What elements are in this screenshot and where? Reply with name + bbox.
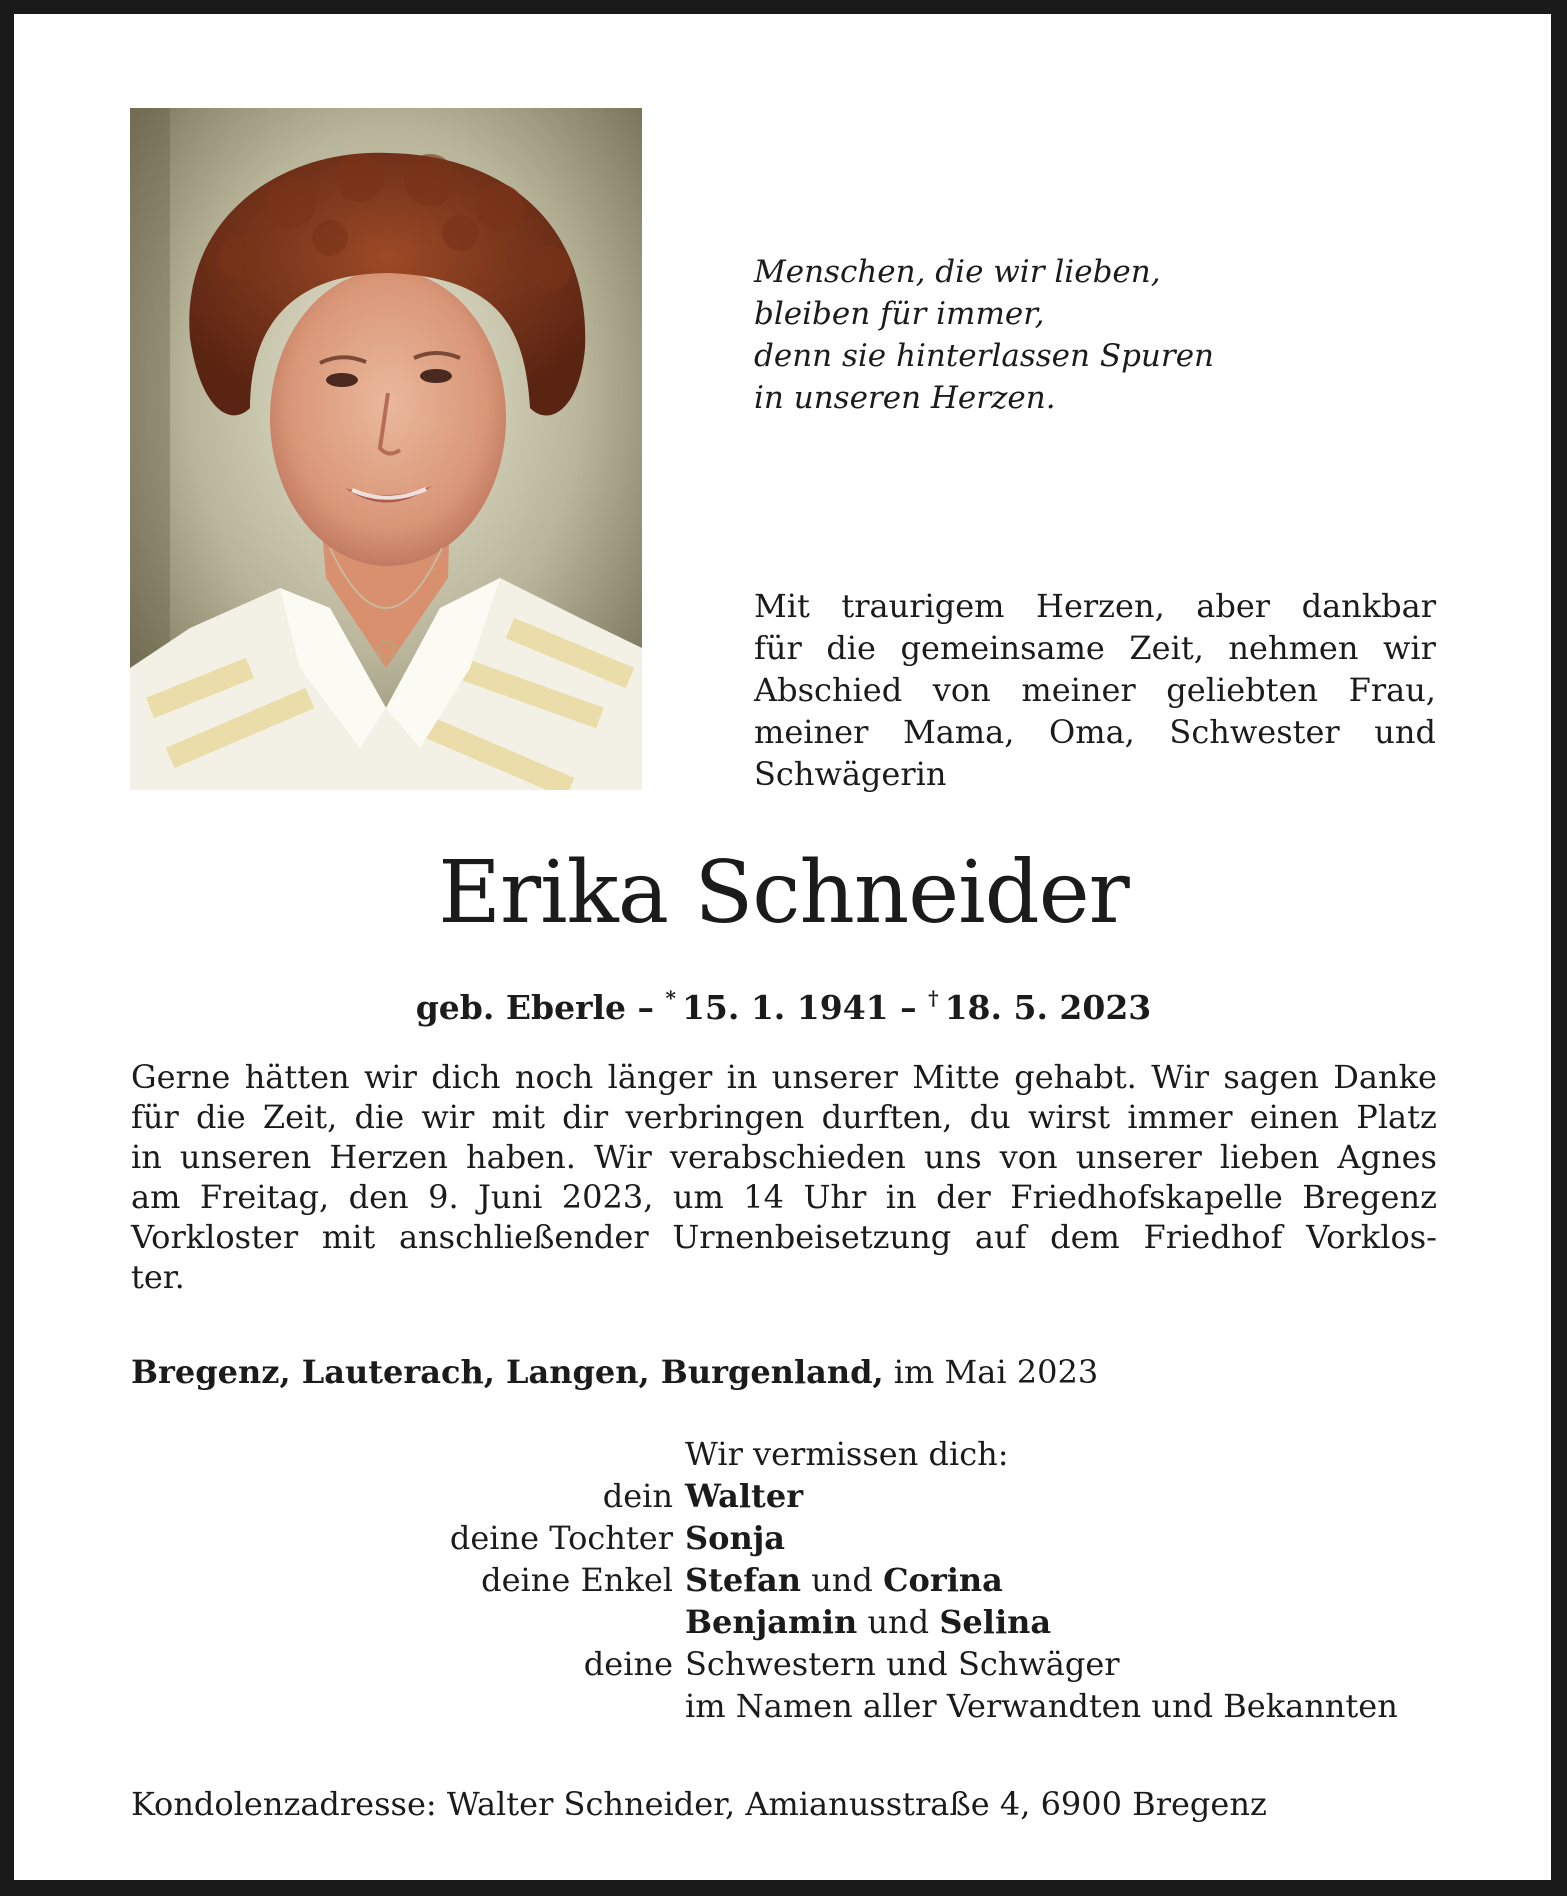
- body-word: haben.: [466, 1138, 576, 1176]
- conjunction: und: [857, 1603, 940, 1641]
- body-word: uns: [923, 1138, 982, 1176]
- intro-word: Mama,: [902, 713, 1015, 751]
- mourners-list: [131, 1433, 1437, 1727]
- body-word: die: [195, 1098, 246, 1136]
- body-word: auf: [974, 1218, 1027, 1256]
- body-word: in: [131, 1138, 162, 1176]
- intro-word: Zeit,: [1129, 629, 1204, 667]
- body-word: immer: [1127, 1098, 1233, 1136]
- body-line: [131, 1177, 1437, 1217]
- mourner-row: [131, 1601, 1437, 1643]
- body-word: wir: [421, 1098, 475, 1136]
- mourner-names: [685, 1643, 1120, 1685]
- body-word: Mitte: [912, 1058, 1000, 1096]
- mourner-name: Selina: [939, 1603, 1052, 1641]
- mourner-relation: deine Tochter: [449, 1519, 673, 1557]
- intro-word: Herzen,: [1036, 587, 1165, 625]
- memorial-poem: [754, 251, 1394, 419]
- body-word: für: [131, 1098, 179, 1136]
- intro-line: [754, 711, 1436, 753]
- body-word: in: [726, 1058, 758, 1096]
- poem-line: in unseren Herzen.: [754, 380, 1056, 416]
- conjunction: und: [801, 1561, 884, 1599]
- mourner-group: im Namen aller Verwandten und Bekannten: [685, 1687, 1398, 1725]
- mourner-name: Walter: [685, 1477, 804, 1515]
- body-word: Platz: [1356, 1098, 1437, 1136]
- body-word: mit: [321, 1218, 376, 1256]
- body-word: Friedhof: [1143, 1218, 1283, 1256]
- body-word: wir: [363, 1058, 417, 1096]
- body-word: Agnes: [1337, 1138, 1437, 1176]
- body-word: Wir: [593, 1138, 652, 1176]
- body-word: dich: [431, 1058, 501, 1096]
- intro-word: und: [1374, 713, 1436, 751]
- mourner-row: [131, 1517, 1437, 1559]
- intro-word: gemeinsame: [900, 629, 1105, 667]
- body-word: Gerne: [131, 1058, 231, 1096]
- intro-word: aber: [1196, 587, 1271, 625]
- body-word: den: [348, 1178, 409, 1216]
- body-word: durften,: [821, 1098, 953, 1136]
- birth-name: geb. Eberle –: [415, 988, 666, 1027]
- poem-line: denn sie hinterlassen Spuren: [754, 338, 1215, 374]
- body-word: die: [354, 1098, 405, 1136]
- body-line: ter.: [131, 1258, 185, 1296]
- intro-word: für: [754, 629, 802, 667]
- body-word: in: [885, 1178, 917, 1216]
- body-word: Danke: [1333, 1058, 1437, 1096]
- portrait-photo: [130, 108, 642, 790]
- intro-word: dankbar: [1301, 587, 1436, 625]
- intro-word: traurigem: [841, 587, 1005, 625]
- condolence-address: Kondolenzadresse: Walter Schneider, Amianusstraße 4, 6900 Bregenz: [131, 1785, 1267, 1823]
- body-word: dem: [1050, 1218, 1120, 1256]
- intro-word: die: [826, 629, 876, 667]
- intro-word: von: [932, 671, 991, 709]
- body-word: Friedhofskapelle: [1010, 1178, 1283, 1216]
- body-word: Vorkloster: [131, 1218, 299, 1256]
- body-word: 9.: [428, 1178, 459, 1216]
- mourner-name: Sonja: [685, 1519, 786, 1557]
- body-word: um: [672, 1178, 724, 1216]
- death-date: 18. 5. 2023: [944, 988, 1152, 1027]
- mourner-row: [131, 1559, 1437, 1601]
- body-line: [131, 1057, 1437, 1097]
- mourner-names: [685, 1559, 1003, 1601]
- farewell-intro: [754, 585, 1436, 795]
- body-word: sagen: [1223, 1058, 1319, 1096]
- places: Bregenz, Lauterach, Langen, Burgenland,: [131, 1353, 884, 1391]
- intro-word: Schwester: [1169, 713, 1340, 751]
- poem-line: bleiben für immer,: [754, 296, 1045, 332]
- life-dates: [0, 978, 1567, 1028]
- mourner-row: [131, 1685, 1437, 1727]
- body-word: Herzen: [329, 1138, 448, 1176]
- body-word: Vorklos-: [1306, 1218, 1437, 1256]
- body-word: hätten: [244, 1058, 350, 1096]
- mourner-relation: [131, 1601, 685, 1643]
- body-word: anschließender: [398, 1218, 649, 1256]
- body-word: am: [131, 1178, 181, 1216]
- intro-word: wir: [1383, 629, 1436, 667]
- intro-line: [754, 627, 1436, 669]
- body-word: Urnenbeisetzung: [672, 1218, 952, 1256]
- body-word: verbringen: [625, 1098, 805, 1136]
- mourner-relation: dein: [602, 1477, 673, 1515]
- body-word: von: [999, 1138, 1058, 1176]
- body-word: dir: [562, 1098, 609, 1136]
- body-word: länger: [607, 1058, 713, 1096]
- place-and-date: [131, 1351, 1437, 1393]
- intro-word: meiner: [1021, 671, 1136, 709]
- mourner-relation: deine Enkel: [481, 1561, 673, 1599]
- mourner-name: Stefan: [685, 1561, 802, 1599]
- intro-word: Oma,: [1048, 713, 1135, 751]
- intro-word: Mit: [754, 587, 810, 625]
- poem-line: Menschen, die wir lieben,: [754, 254, 1161, 290]
- body-word: Zeit,: [262, 1098, 338, 1136]
- mourners-heading: Wir vermissen dich:: [685, 1435, 1009, 1473]
- mourner-group: Schwestern und Schwäger: [685, 1645, 1120, 1683]
- body-word: unserer: [771, 1058, 898, 1096]
- body-word: verabschieden: [669, 1138, 906, 1176]
- mourner-names: [685, 1517, 785, 1559]
- body-word: lieben: [1219, 1138, 1320, 1176]
- body-word: 14: [743, 1178, 784, 1216]
- birth-date: 15. 1. 1941 –: [681, 988, 929, 1027]
- body-word: unseren: [179, 1138, 312, 1176]
- mourner-names: [685, 1685, 1398, 1727]
- mourner-names: [685, 1601, 1051, 1643]
- mourner-name: Benjamin: [685, 1603, 858, 1641]
- intro-word: meiner: [754, 713, 869, 751]
- intro-line: [754, 585, 1436, 627]
- notice-date: im Mai 2023: [883, 1353, 1099, 1391]
- body-word: noch: [514, 1058, 594, 1096]
- body-word: wirst: [1027, 1098, 1111, 1136]
- body-word: einen: [1249, 1098, 1340, 1136]
- intro-word: Abschied: [754, 671, 903, 709]
- body-word: du: [969, 1098, 1011, 1136]
- body-word: mit: [491, 1098, 545, 1136]
- mourner-names: [685, 1475, 803, 1517]
- body-word: der: [936, 1178, 991, 1216]
- body-word: 2023,: [561, 1178, 654, 1216]
- intro-word: Frau,: [1348, 671, 1436, 709]
- mourners-heading-row: [131, 1433, 1437, 1475]
- body-word: Wir: [1151, 1058, 1210, 1096]
- mourner-name: Corina: [883, 1561, 1003, 1599]
- body-line: [131, 1217, 1437, 1257]
- intro-word: geliebten: [1166, 671, 1319, 709]
- mourner-row: [131, 1475, 1437, 1517]
- mourner-relation: [131, 1685, 685, 1727]
- birth-star-icon: *: [665, 986, 676, 1010]
- body-line: [131, 1137, 1437, 1177]
- body-word: gehabt.: [1014, 1058, 1137, 1096]
- deceased-name: Erika Schneider: [438, 843, 1129, 943]
- body-word: unserer: [1075, 1138, 1202, 1176]
- body-word: Bregenz: [1302, 1178, 1437, 1216]
- body-word: Juni: [478, 1178, 543, 1216]
- mourner-relation: deine: [583, 1645, 673, 1683]
- body-word: Uhr: [803, 1178, 867, 1216]
- funeral-announcement: [131, 1057, 1437, 1297]
- intro-line: [754, 669, 1436, 711]
- death-cross-icon: †: [928, 986, 939, 1010]
- intro-word: nehmen: [1228, 629, 1359, 667]
- body-line: [131, 1097, 1437, 1137]
- mourner-row: [131, 1643, 1437, 1685]
- body-word: Freitag,: [199, 1178, 330, 1216]
- intro-line: Schwägerin: [754, 755, 947, 793]
